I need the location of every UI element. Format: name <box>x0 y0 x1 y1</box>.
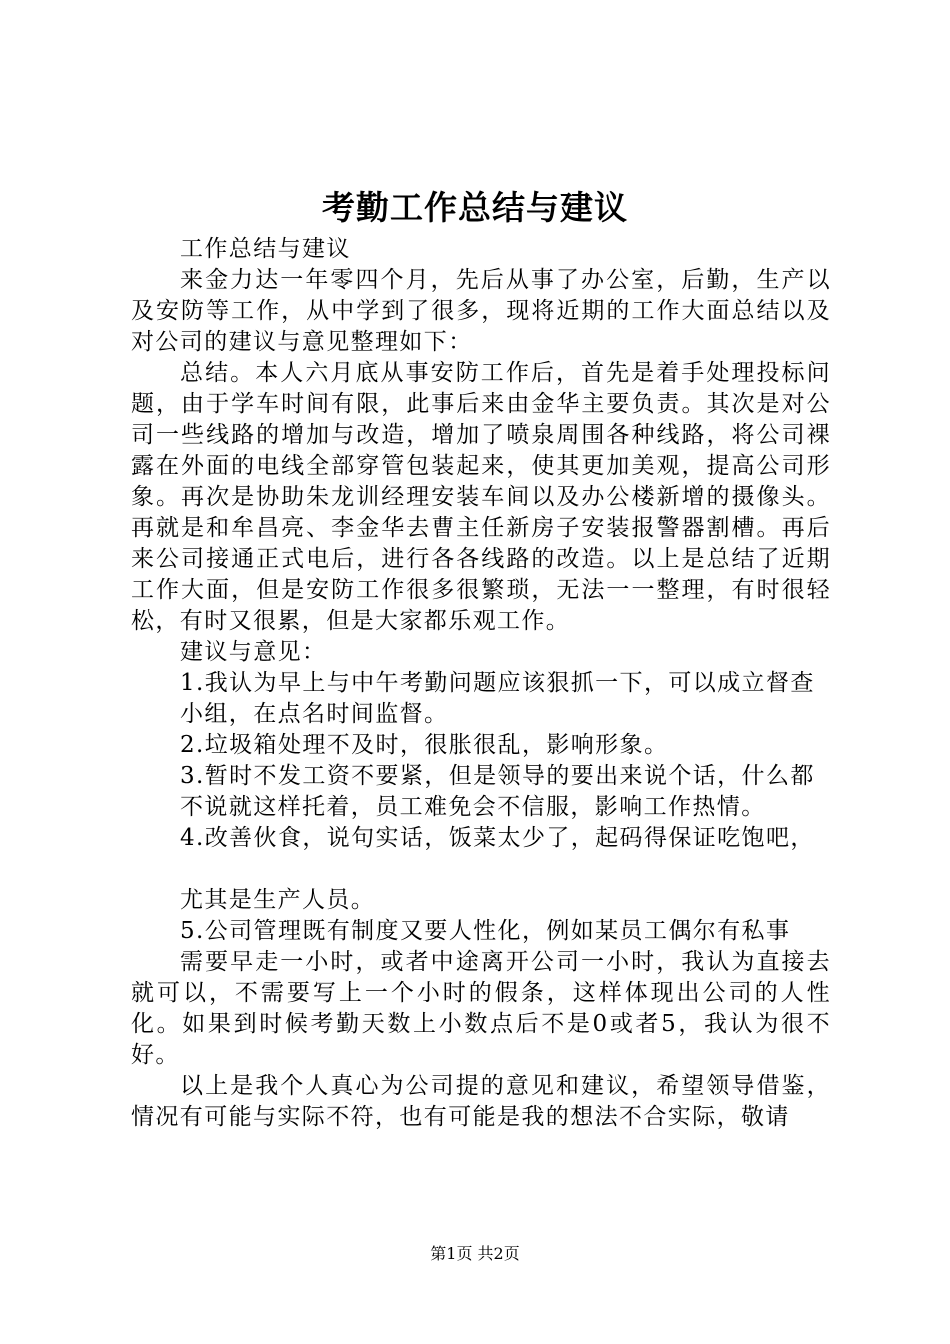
suggestion-1: 1.我认为早上与中午考勤问题应该狠抓一下，可以成立督查 <box>180 670 815 696</box>
paragraph-closing: 以上是我个人真心为公司提的意见和建议，希望领导借鉴，情况有可能与实际不符，也有可能是我的想法不合实际，敬请 <box>131 1073 831 1130</box>
page-footer: 第1页 共2页 <box>430 1244 520 1263</box>
paragraph-heading: 工作总结与建议 <box>180 236 351 262</box>
suggestion-4: 4.改善伙食，说句实话，饭菜太少了，起码得保证吃饱吧， <box>180 825 815 851</box>
suggestion-2: 2.垃圾箱处理不及时，很胀很乱，影响形象。 <box>180 732 669 758</box>
suggestion-5-cont: 需要早走一小时，或者中途离开公司一小时，我认为直接去就可以，不需要写上一个小时的假条，这样体现出公司的人性化。如果到时候考勤天数上小数点后不是0或者5，我认为很不好。 <box>131 949 831 1068</box>
paragraph-summary: 总结。本人六月底从事安防工作后，首先是着手处理投标问题，由于学车时间有限，此事后来由金华主要负责。其次是对公司一些线路的增加与改造，增加了喷泉周围各种线路，将公司裸露在外面的电线全部穿管包装起来，使其更加美观，提高公司形象。再次是协助朱龙训经理安装车间以及办公楼新增的摄像头。再就是和牟昌亮、李金华去曹主任新房子安装报警器割槽。再后来公司接通正式电后，进行各各线路的改造。以上是总结了近期工作大面，但是安防工作很多很繁琐，无法一一整理，有时很轻松，有时又很累，但是大家都乐观工作。 <box>131 360 831 634</box>
document-body <box>131 234 831 1133</box>
paragraph-suggestions-heading: 建议与意见： <box>180 639 327 665</box>
suggestion-1-cont: 小组，在点名时间监督。 <box>180 701 449 727</box>
paragraph-intro: 来金力达一年零四个月，先后从事了办公室，后勤，生产以及安防等工作，从中学到了很多，现将近期的工作大面总结以及对公司的建议与意见整理如下： <box>131 267 831 355</box>
suggestion-3-cont: 不说就这样托着，员工难免会不信服，影响工作热情。 <box>180 794 766 820</box>
document-title: 考勤工作总结与建议 <box>322 188 628 227</box>
suggestion-4-cont: 尤其是生产人员。 <box>180 887 376 913</box>
suggestion-3: 3.暂时不发工资不要紧，但是领导的要出来说个话，什么都 <box>180 763 815 789</box>
suggestion-5: 5.公司管理既有制度又要人性化，例如某员工偶尔有私事 <box>180 918 791 944</box>
